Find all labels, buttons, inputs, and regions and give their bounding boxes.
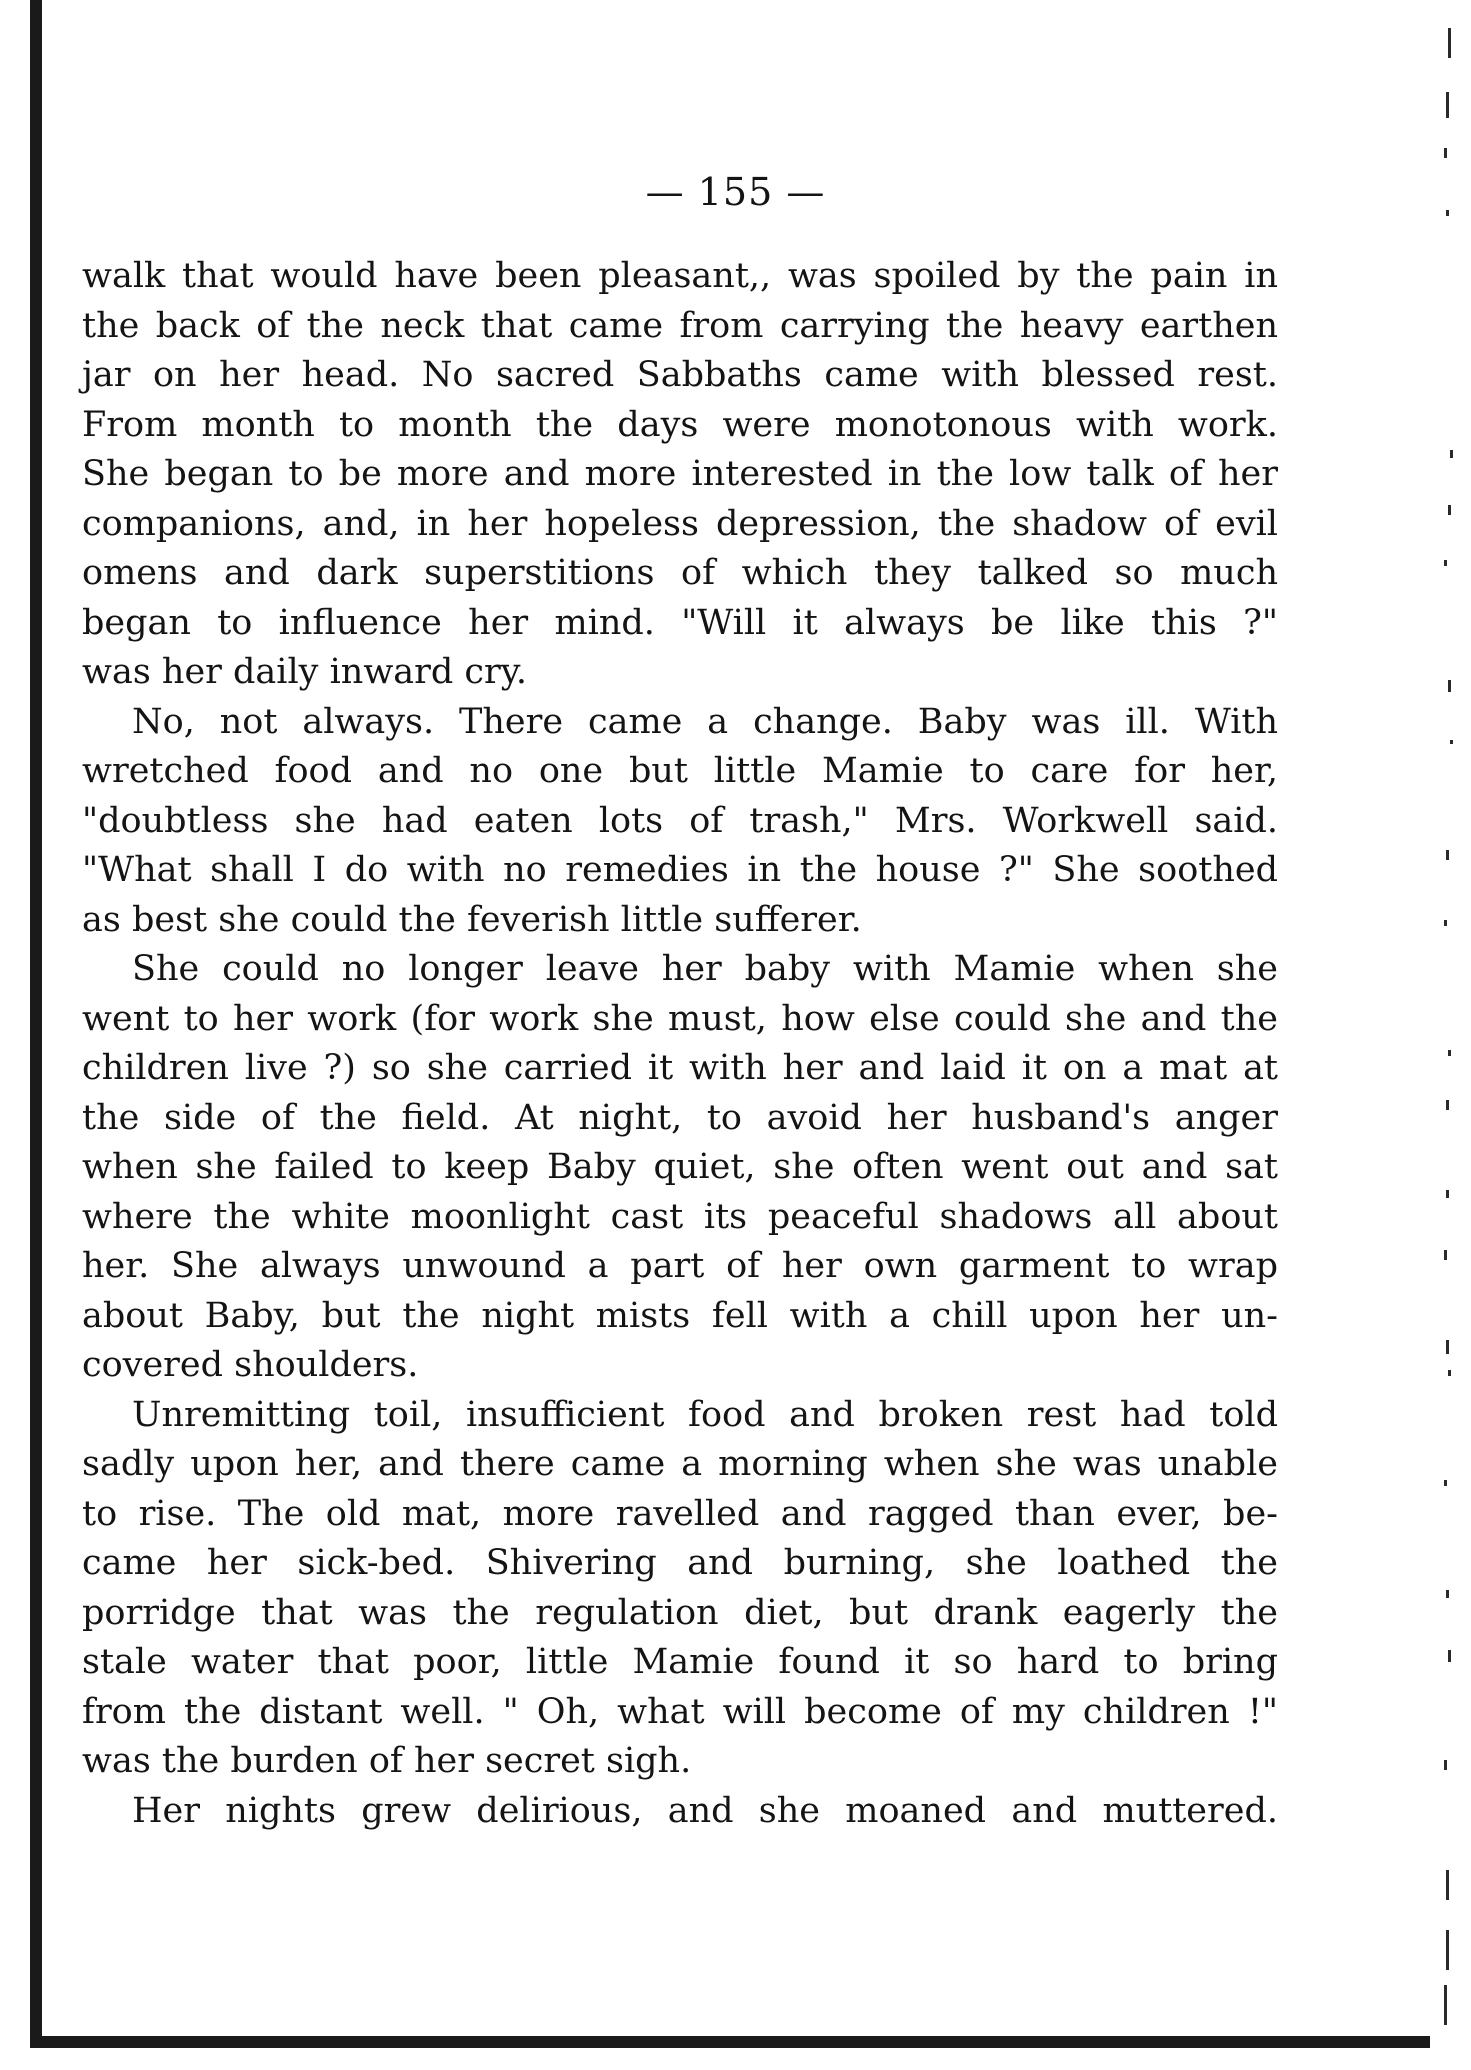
- text-line: sadly upon her, and there came a morning when she was unable: [82, 1444, 1278, 1484]
- body-text: [82, 252, 1278, 1836]
- text-line: "doubtless she had eaten lots of trash," Mrs. Workwell said.: [82, 800, 1278, 841]
- text-line: Unremitting toil, insufficient food and broken rest had told: [132, 1394, 1278, 1435]
- text-line: the side of the field. At night, to avoid her husband's anger: [82, 1097, 1278, 1138]
- text-line: wretched food and no one but little Mamie to care for her,: [82, 751, 1278, 791]
- text-line: from the distant well. " Oh, what will become of my children !": [82, 1691, 1278, 1732]
- text-line: the back of the neck that came from carrying the heavy earthen: [82, 305, 1278, 346]
- text-line: as best she could the feverish little sufferer.: [82, 899, 862, 940]
- text-line: walk that would have been pleasant,, was spoiled by the pain in: [82, 256, 1278, 296]
- text-line: was her daily inward cry.: [82, 652, 527, 692]
- text-line: covered shoulders.: [82, 1345, 419, 1385]
- text-line: began to influence her mind. "Will it always be like this ?": [82, 602, 1278, 643]
- text-line: stale water that poor, little Mamie found it so hard to bring: [82, 1642, 1278, 1682]
- text-line: came her sick-bed. Shivering and burning, she loathed the: [82, 1543, 1278, 1583]
- text-line: children live ?) so she carried it with her and laid it on a mat at: [82, 1048, 1278, 1088]
- text-line: where the white moonlight cast its peaceful shadows all about: [82, 1196, 1278, 1237]
- text-line: porridge that was the regulation diet, but drank eagerly the: [82, 1592, 1278, 1633]
- text-line: companions, and, in her hopeless depression, the shadow of evil: [82, 503, 1278, 544]
- text-line: omens and dark superstitions of which they talked so much: [82, 553, 1278, 593]
- text-line: No, not always. There came a change. Baby was ill. With: [132, 701, 1278, 742]
- text-line: "What shall I do with no remedies in the house ?" She soothed: [82, 850, 1278, 890]
- text-line: jar on her head. No sacred Sabbaths came with blessed rest.: [82, 355, 1278, 395]
- text-line: about Baby, but the night mists fell with a chill upon her un-: [82, 1295, 1278, 1336]
- text-line: She began to be more and more interested in the low talk of her: [82, 454, 1278, 494]
- page-number: — 155 —: [645, 170, 826, 214]
- text-line: when she failed to keep Baby quiet, she often went out and sat: [82, 1147, 1278, 1187]
- text-line: her. She always unwound a part of her own garment to wrap: [82, 1246, 1278, 1286]
- text-line: went to her work (for work she must, how else could she and the: [82, 998, 1278, 1039]
- text-line: to rise. The old mat, more ravelled and ragged than ever, be-: [82, 1493, 1278, 1534]
- text-line: Her nights grew delirious, and she moaned and muttered.: [132, 1790, 1278, 1831]
- binding-rule-left: [30, 0, 42, 2045]
- text-line: She could no longer leave her baby with Mamie when she: [132, 949, 1278, 989]
- text-line: From month to month the days were monotonous with work.: [82, 404, 1278, 445]
- edge-speckle: [1411, 0, 1471, 2070]
- binding-rule-bottom: [30, 2036, 1430, 2048]
- text-line: was the burden of her secret sigh.: [82, 1741, 692, 1781]
